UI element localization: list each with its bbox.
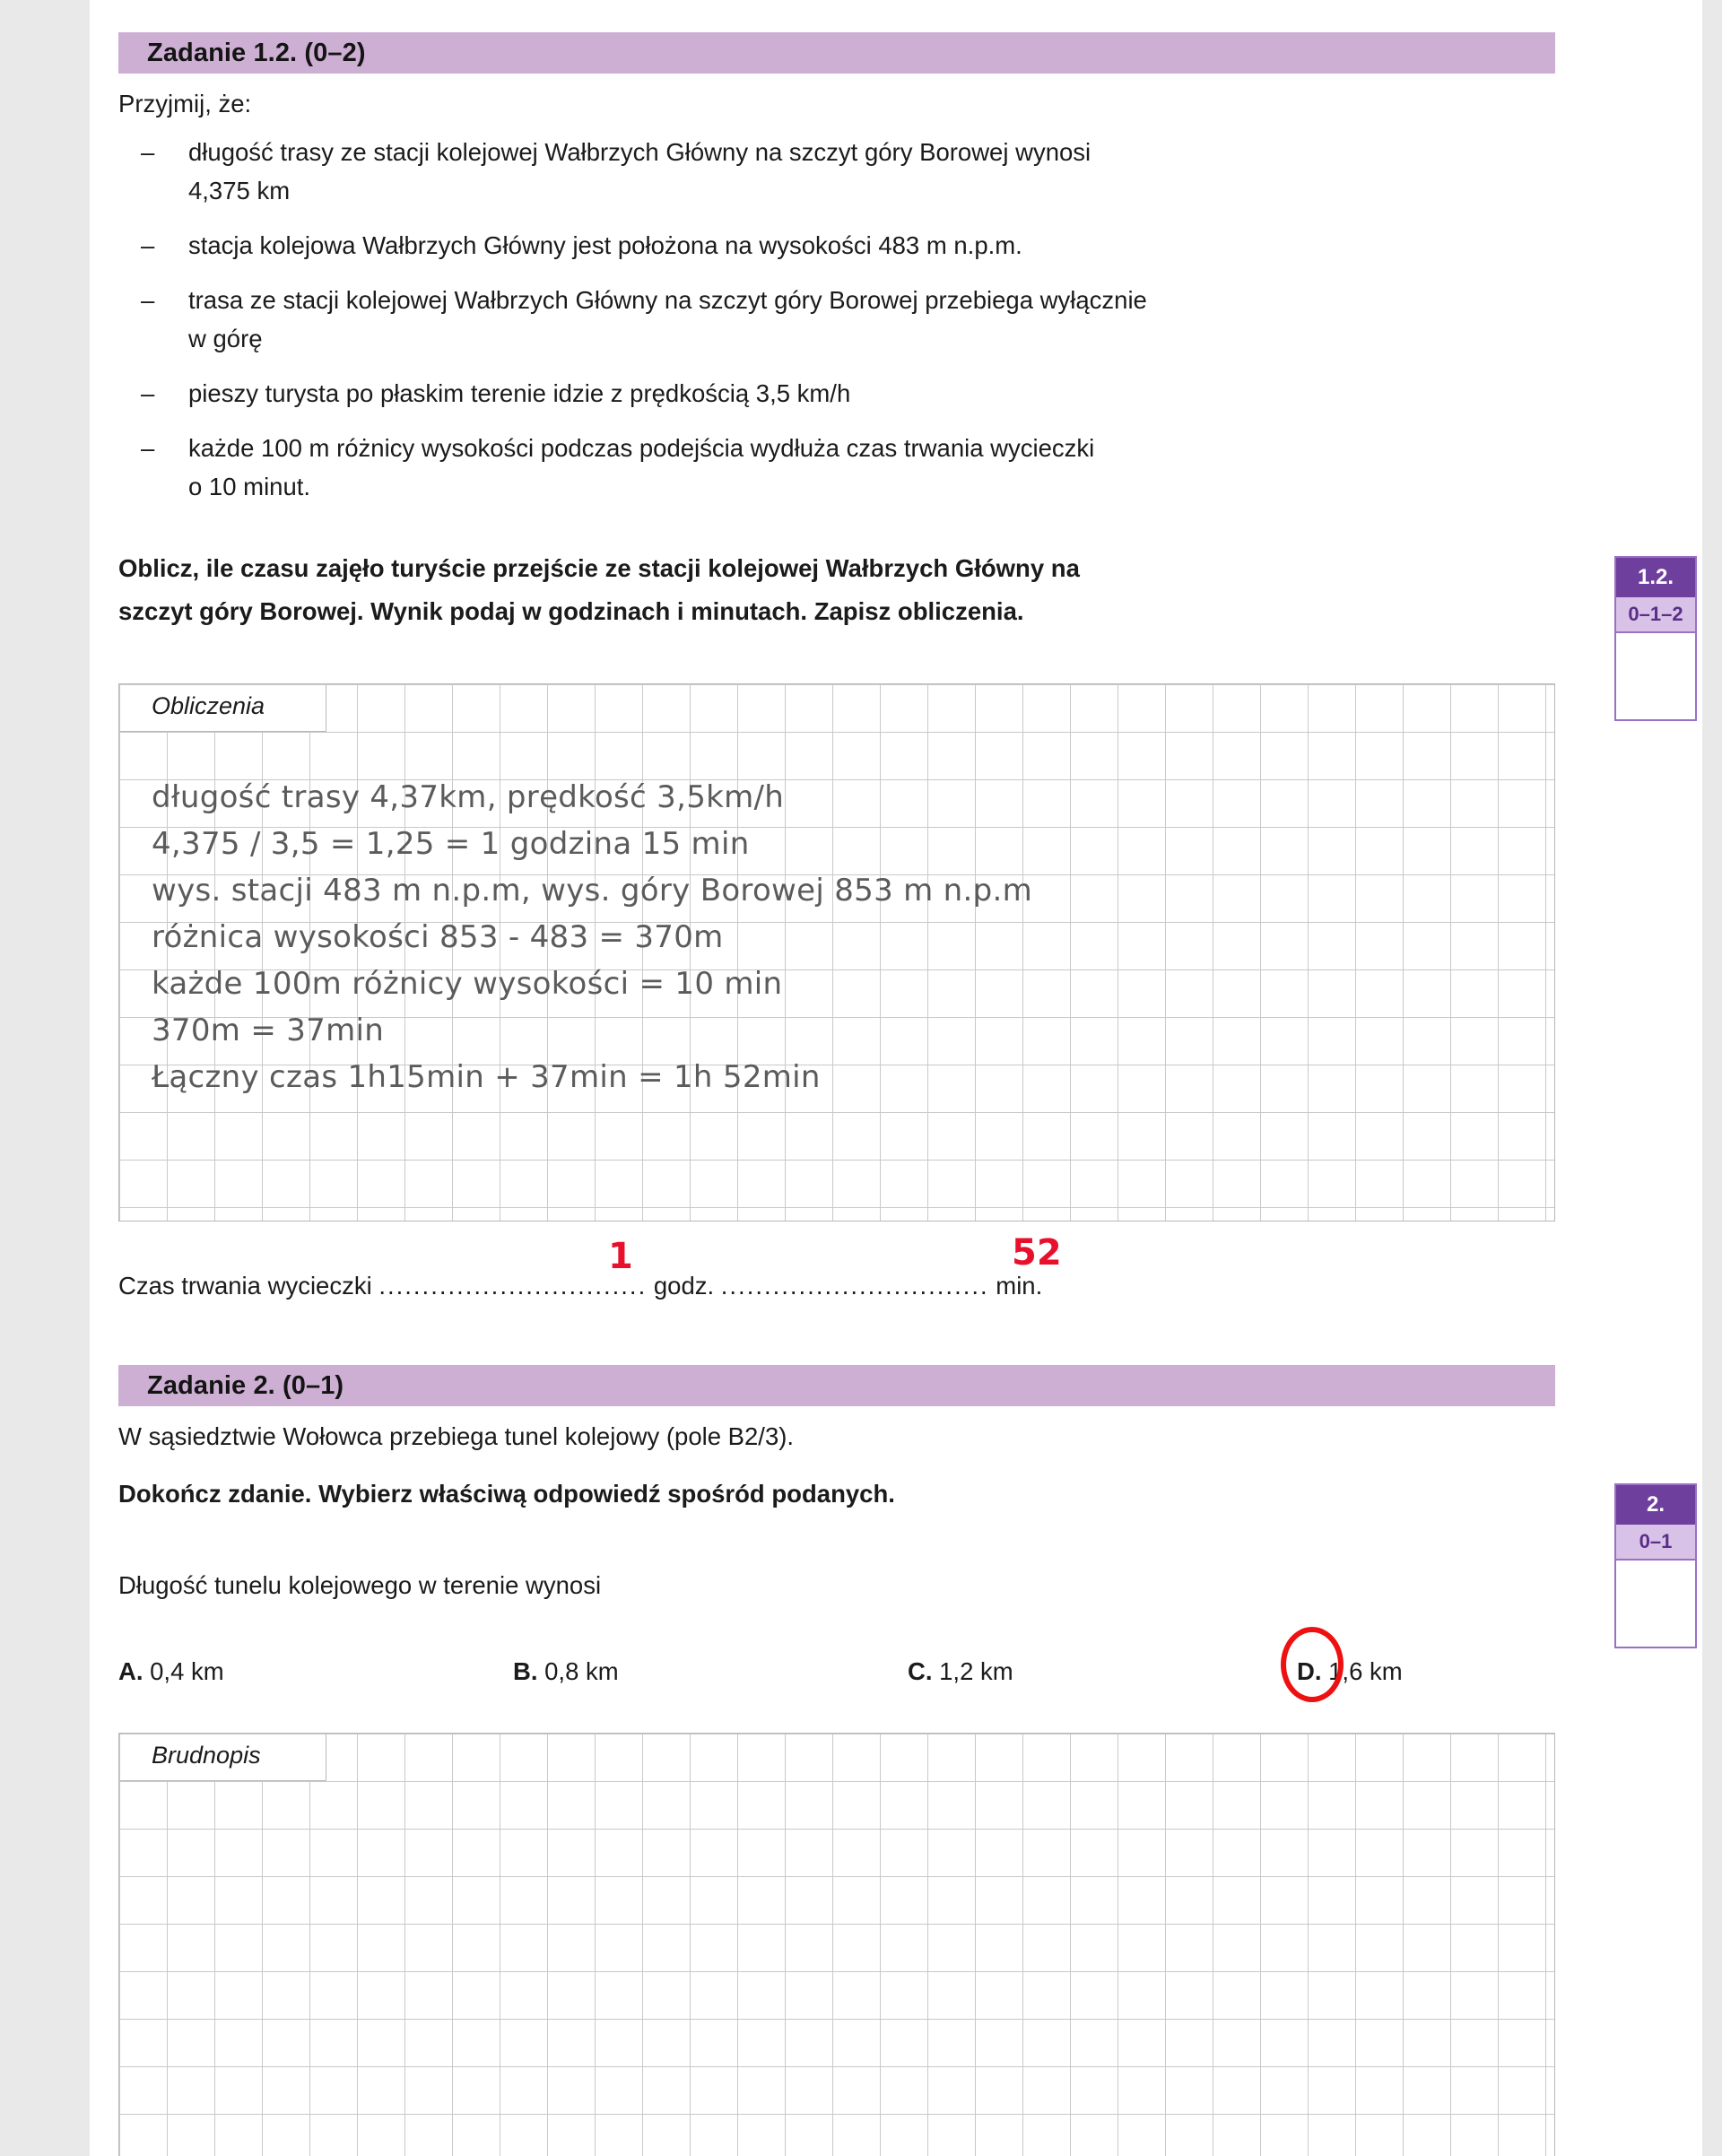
- bullet-dash-icon: –: [141, 286, 155, 314]
- handwriting-line: 370m = 37min: [152, 1013, 385, 1048]
- list-item-line: o 10 minut.: [188, 473, 311, 500]
- score-box-number: 1.2.: [1616, 558, 1695, 597]
- answer-value-minutes: 52: [1012, 1232, 1062, 1274]
- bullet-dash-icon: –: [141, 434, 155, 462]
- list-item: [118, 281, 1607, 358]
- handwriting-line: każde 100m różnicy wysokości = 10 min: [152, 966, 783, 1002]
- task-2-title: Zadanie 2. (0–1): [147, 1371, 344, 1400]
- list-item-line: w górę: [188, 325, 263, 352]
- brudnopis-label: Brudnopis: [152, 1742, 261, 1769]
- option-c[interactable]: [908, 1657, 1013, 1686]
- task-2-intro: W sąsiedztwie Wołowca przebiega tunel kolejowy (pole B2/3).: [118, 1422, 795, 1450]
- answer-dots-hours[interactable]: ...............................: [378, 1272, 648, 1300]
- obliczenia-grid[interactable]: [118, 683, 1555, 1221]
- bullet-dash-icon: –: [141, 379, 155, 407]
- task-2-options: [118, 1657, 1607, 1711]
- brudnopis-grid[interactable]: [118, 1733, 1555, 2156]
- option-b-letter: B.: [513, 1657, 538, 1685]
- option-c-text: 1,2 km: [939, 1657, 1013, 1685]
- score-box-task-2: [1614, 1483, 1697, 1648]
- option-d-text: 1,6 km: [1328, 1657, 1403, 1685]
- option-c-letter: C.: [908, 1657, 933, 1685]
- score-box-task-1-2: [1614, 556, 1697, 721]
- task-2-stem: Długość tunelu kolejowego w terenie wynosi: [118, 1571, 602, 1599]
- list-item: [118, 374, 1607, 413]
- bullet-dash-icon: –: [141, 138, 155, 166]
- option-b[interactable]: [513, 1657, 619, 1686]
- answer-unit-hours: godz.: [653, 1272, 715, 1300]
- task-1-2-instruction-line-2: szczyt góry Borowej. Wynik podaj w godzinach i minutach. Zapisz obliczenia.: [118, 597, 1024, 625]
- handwriting-line: 4,375 / 3,5 = 1,25 = 1 godzina 15 min: [152, 826, 750, 862]
- bullet-dash-icon: –: [141, 231, 155, 259]
- score-box-blank-field[interactable]: [1616, 1560, 1695, 1647]
- list-item-line: każde 100 m różnicy wysokości podczas podejścia wydłuża czas trwania wycieczki: [188, 434, 1095, 462]
- task-1-2-assumptions-list: [118, 133, 1607, 508]
- list-item-line: 4,375 km: [188, 177, 291, 204]
- left-margin-strip: [0, 0, 90, 2156]
- right-margin-strip: [1702, 0, 1722, 2156]
- score-box-range: 0–1: [1616, 1525, 1695, 1560]
- task-2-header-bar: [118, 1365, 1555, 1406]
- list-item-line: długość trasy ze stacji kolejowej Wałbrzych Główny na szczyt góry Borowej wynosi: [188, 138, 1091, 166]
- list-item-line: pieszy turysta po płaskim terenie idzie z prędkością 3,5 km/h: [188, 379, 851, 407]
- list-item: [118, 429, 1607, 506]
- list-item: [118, 226, 1607, 265]
- page-content: [90, 0, 1702, 2156]
- handwriting-line: wys. stacji 483 m n.p.m, wys. góry Borowej 853 m n.p.m: [152, 873, 1033, 908]
- option-a[interactable]: [118, 1657, 224, 1686]
- obliczenia-label: Obliczenia: [152, 692, 265, 719]
- handwritten-solution: [152, 774, 1587, 1100]
- option-d-letter: D.: [1297, 1657, 1322, 1685]
- task-1-2-instruction-line-1: Oblicz, ile czasu zajęło turyście przejście ze stacji kolejowej Wałbrzych Główny na: [118, 554, 1080, 582]
- task-1-2-header-bar: [118, 32, 1555, 74]
- handwriting-line: Łączny czas 1h15min + 37min = 1h 52min: [152, 1059, 821, 1095]
- option-a-letter: A.: [118, 1657, 144, 1685]
- option-a-text: 0,4 km: [150, 1657, 224, 1685]
- selected-answer-circle-icon: [1281, 1627, 1344, 1702]
- task-1-2-answer-line: [118, 1272, 1042, 1300]
- answer-value-hours: 1: [608, 1236, 633, 1277]
- list-item: [118, 133, 1607, 210]
- task-2-instruction: Dokończ zdanie. Wybierz właściwą odpowiedź spośród podanych.: [118, 1480, 895, 1508]
- list-item-line: stacja kolejowa Wałbrzych Główny jest położona na wysokości 483 m n.p.m.: [188, 231, 1022, 259]
- score-box-blank-field[interactable]: [1616, 633, 1695, 719]
- answer-prefix: Czas trwania wycieczki: [118, 1272, 372, 1300]
- list-item-line: trasa ze stacji kolejowej Wałbrzych Główny na szczyt góry Borowej przebiega wyłącznie: [188, 286, 1147, 314]
- handwriting-line: różnica wysokości 853 - 483 = 370m: [152, 919, 724, 955]
- option-b-text: 0,8 km: [544, 1657, 619, 1685]
- answer-dots-minutes[interactable]: ...............................: [720, 1272, 989, 1300]
- score-box-range: 0–1–2: [1616, 597, 1695, 633]
- score-box-number: 2.: [1616, 1485, 1695, 1525]
- task-1-2-title: Zadanie 1.2. (0–2): [147, 39, 366, 67]
- answer-unit-minutes: min.: [996, 1272, 1043, 1300]
- task-1-2-intro: Przyjmij, że:: [118, 90, 252, 117]
- handwriting-line: długość trasy 4,37km, prędkość 3,5km/h: [152, 779, 785, 815]
